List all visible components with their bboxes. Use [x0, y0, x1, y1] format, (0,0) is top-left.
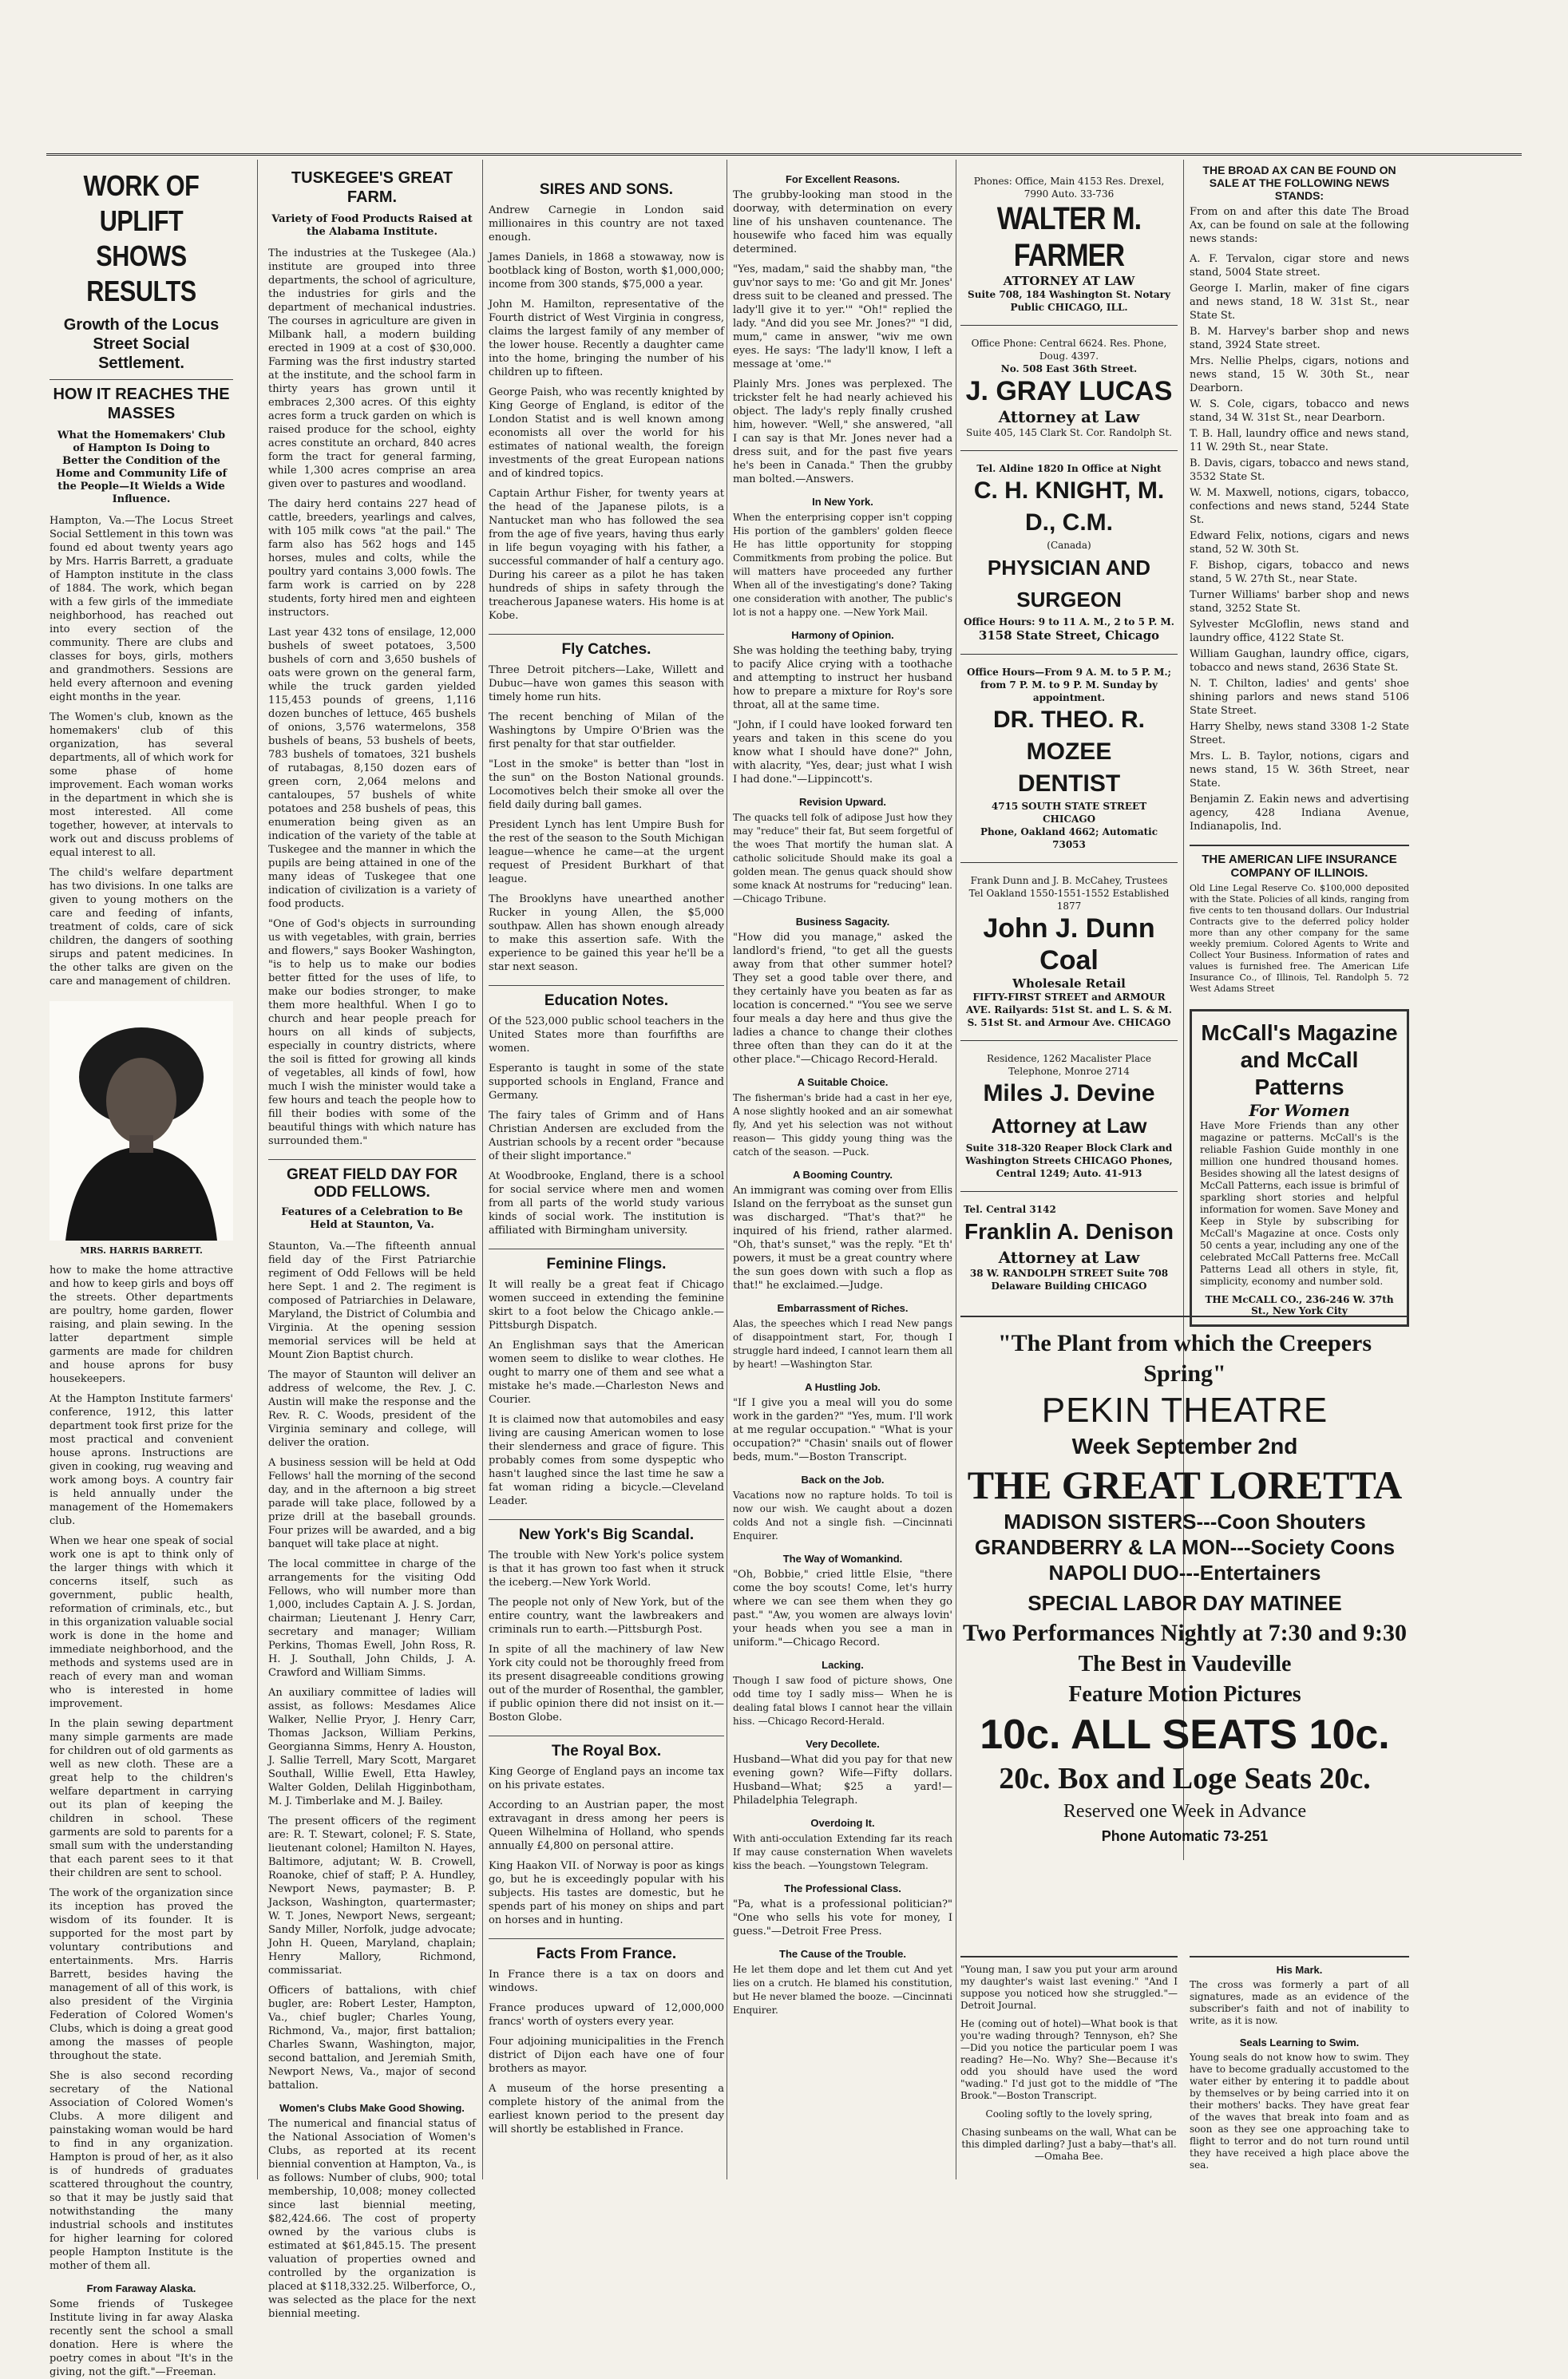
article-title: A Suitable Choice.: [797, 1076, 889, 1088]
paragraph: She is also second recording secretary of the National Association of Colored Women's Clubs. A more diligent and painstaking woman would be hard to find in any organization. Hampton is proud of her, as it also is of hundreds of graduates scattered throughout the country, so that it may be justly said that notwithstanding the many industrial schools and institutes for higher learning for colored people Hampton Institute is the mother of them all.: [49, 2070, 233, 2272]
list-item: A. F. Tervalon, cigar store and news stand, 5004 State street.: [1190, 253, 1409, 279]
article-title: Revision Upward.: [798, 796, 887, 808]
paragraph: According to an Austrian paper, the most extravagant in dress among her peers is Queen Wilhelmina of Holland, who spends annually £4,800 on personal attire.: [489, 1799, 724, 1852]
paragraph: The cross was formerly a part of all signatures, made as an evidence of the subscriber's faith and not of inability to write, as it is now.: [1190, 1979, 1409, 2026]
paragraph: The dairy herd contains 227 head of cattle, breeders, yearlings and calves, with 105 milk cows "at the pail." The farm also has 562 hogs and 145 horses, mules and colts, while the poultry yard contains 3,000 fowls. The farm work is carried on by 228 students, forty hired men and eighteen instructors.: [268, 498, 476, 619]
pekin-name: PEKIN THEATRE: [1041, 1391, 1328, 1430]
headline-odd-fellows: GREAT FIELD DAY FOR ODD FELLOWS.: [268, 1159, 476, 1201]
article-title: Education Notes.: [489, 985, 724, 1010]
paragraph: When we hear one speak of social work one is apt to think only of the larger things with which it concerns itself, such as government, public health, reformation of criminals, etc., but in this organization valuable social work is done in the home and immediate neighborhood, and the methods and systems used are in reach of every man and woman who is interested in home improvement.: [49, 1535, 233, 1710]
list-item: Benjamin Z. Eakin news and advertising agency, 428 Indiana Avenue, Indianapolis, Ind.: [1190, 794, 1409, 833]
pekin-performances: Two Performances Nightly at 7:30 and 9:30: [962, 1620, 1408, 1646]
article-title: A Booming Country.: [793, 1169, 893, 1181]
article-title: In New York.: [812, 496, 873, 508]
bottom-fillers: [960, 1956, 1178, 2203]
paragraph: It is claimed now that automobiles and easy living are causing American women to lose their slenderness and grace of figure. This probably comes from some dyspeptic who hasn't laughed since the last time he saw a fat woman riding a bicycle.—Cleveland Leader.: [489, 1414, 724, 1507]
ad-address: Suite 708, 184 Washington St. Notary Public CHICAGO, ILL.: [968, 289, 1170, 313]
list-item: William Gaughan, laundry office, cigars, tobacco and news stand, 2636 State St.: [1190, 648, 1409, 674]
verse: Chasing sunbeams on the wall, What can be this dimpled darling? Just a baby—that's all. —Omaha Bee.: [961, 2127, 1177, 2162]
column-rule: [482, 160, 483, 2179]
ad-title: Attorney at Law: [998, 407, 1140, 426]
ad-name: DR. THEO. R. MOZEE: [992, 707, 1145, 765]
mccall-subtitle: For Women: [1249, 1101, 1350, 1120]
verse: He let them dope and let them cut And yet lies on a crutch. He blamed his constitution, but He never blamed the booze. —Cincinnati Enquirer.: [733, 1964, 952, 2016]
paragraph: Esperanto is taught in some of the state supported schools in England, France and Germany.: [489, 1063, 724, 1102]
paragraph: James Daniels, in 1868 a stowaway, now is bootblack king of Boston, worth $1,000,000; income from 300 stands, $75,000 a year.: [489, 251, 724, 291]
pekin-reserved: Reserved one Week in Advance: [1063, 1801, 1307, 1822]
list-item: Mrs. Nellie Phelps, cigars, notions and news stand, 15 W. 30th St., near Dearborn.: [1190, 355, 1409, 394]
article-title: Feminine Flings.: [489, 1249, 724, 1273]
pekin-act: MADISON SISTERS---Coon Shouters: [1004, 1510, 1366, 1534]
list-item: F. Bishop, cigars, tobacco and news stand, 5 W. 27th St., near State.: [1190, 560, 1409, 585]
paragraph: Hampton, Va.—The Locus Street Social Settlement in this town was found ed about twenty years ago by Mrs. Harris Barrett, a graduate of Hampton institute in the class of 1884. The work, which began with a few girls of the immediate neighborhood, has reached out into every section of the community. There are clubs and classes for boys, girls, mothers and grandmothers. Sessions are held every afternoon and evening eight months in the year.: [49, 515, 233, 703]
mccall-text: Have More Friends than any other magazine or patterns. McCall's is the reliable Fashion Guide monthly in one million one hundred thousand homes. Besides showing all the latest designs of McCall Patterns, each issue is brimful of sparkling short stories and helpful information for women. Save Money and Keep in Style by subscribing for McCall's Magazine at once. Costs only 50 cents a year, including any one of the celebrated McCall Patterns free. McCall Patterns Lead all others in style, fit, simplicity, economy and number sold.: [1200, 1120, 1399, 1287]
paragraph: "Yes, madam," said the shabby man, "the guv'nor says to me: 'Go and git Mr. Jones' dress suit to be cleaned and pressed. The lady'll give it to yer.'" "Oh!" replied the lady. "And did you see Mr. Jones?" "I did, mum," came in answer, "wiv me own eyes. He says: 'The lady'll know, I left a message at 'ome.'": [733, 263, 952, 370]
top-rule: [46, 153, 1522, 156]
verse: Vacations now no rapture holds. To toil is now our wish. We caught about a dozen colds And not a single fish. —Cincinnati Enquirer.: [733, 1490, 952, 1542]
verse: With anti-occulation Extending far its reach If may cause consternation When wavelets kiss the beach. —Youngstown Telegram.: [733, 1833, 952, 1871]
subhead-settlement: Growth of the Locus Street Social Settlement.: [63, 316, 220, 372]
ad-product: Coal: [1039, 945, 1099, 976]
ad-residence: Residence, 1262 Macalister Place Telephone, Monroe 2714: [987, 1053, 1151, 1077]
headline-tuskegee: TUSKEGEE'S GREAT FARM.: [291, 169, 453, 206]
article-title: Embarrassment of Riches.: [777, 1302, 909, 1314]
article-title: The Way of Womankind.: [782, 1553, 903, 1565]
paragraph: Young seals do not know how to swim. They have to become gradually accustomed to the water either by entering it to paddle about by themselves or by being carried into it on their mothers' backs. They have great fear of the waves that break into foam and as soon as they see one approaching take to flight to terror and do not turn round until they have received a high place above the sea.: [1190, 2052, 1409, 2171]
list-item: T. B. Hall, laundry office and news stand, 11 W. 29th St., near State.: [1190, 428, 1409, 453]
paragraph: Husband—What did you pay for that new evening gown? Wife—Fifty dollars. Husband—What; $25 a yard!—Philadelphia Telegraph.: [733, 1754, 952, 1807]
pekin-phone: Phone Automatic 73-251: [1101, 1828, 1269, 1844]
column-5-ads: [960, 164, 1178, 1313]
ad-name: Miles J. Devine: [983, 1080, 1155, 1106]
ad-gray-lucas: [960, 326, 1178, 451]
list-item: N. T. Chilton, ladies' and gents' shoe shining parlors and news stand 5106 State Street.: [1190, 678, 1409, 717]
paragraph: The work of the organization since its inception has proved the wisdom of its founder. It is supported for the most part by voluntary contributions and entertainments. Mrs. Harris Barrett, besides having the management of all of this work, is also president of the Virginia Federation of Colored Women's Clubs, which is doing a great good among the masses of people throughout the state.: [49, 1887, 233, 2062]
ad-title: DENTIST: [1017, 770, 1121, 797]
list-item: George I. Marlin, maker of fine cigars and news stand, 18 W. 31st St., near State St.: [1190, 283, 1409, 322]
paragraph: Staunton, Va.—The fifteenth annual field day of the First Patriarchie regiment of Odd Fellows will be held here Sept. 1 and 2. The regiment is composed of Patriarchies in Delaware, Maryland, the District of Columbia and Virginia. At the opening session memorial services will be held at Mount Zion Baptist church.: [268, 1241, 476, 1361]
ad-tel: Tel. Aldine 1820 In Office at Night: [976, 463, 1162, 474]
article-deck: Variety of Food Products Raised at the Alabama Institute.: [271, 213, 473, 238]
paragraph: At the Hampton Institute farmers' conference, 1912, this latter department took first prize for the most practical and convenient house aprons. Instructions are given in cooking, rug weaving and work among boys. A country fair is held annually under the management of the Homemakers club.: [49, 1393, 233, 1527]
paragraph: A business session will be held at Odd Fellows' hall the morning of the second day, and in the afternoon a big street parade will take place, followed by a prize drill at the baseball grounds. Four prizes will be awarded, and a big banquet will take place at night.: [268, 1457, 476, 1550]
list-item: Edward Felix, notions, cigars and news stand, 52 W. 30th St.: [1190, 530, 1409, 556]
verse: The quacks tell folk of adipose Just how they may "reduce" their fat, But seem forgetful of the woes That mortify the human slat. A catholic solicitude Should make its goal a golden mean. The genus quack should show some knack At nostrums for "reducing" lean. —Chicago Tribune.: [733, 812, 952, 904]
ad-name: J. GRAY LUCAS: [965, 376, 1173, 406]
ad-name: C. H. KNIGHT, M. D., C.M.: [973, 477, 1165, 536]
verse: When the enterprising copper isn't copping His portion of the gamblers' golden fleece He has little opportunity for stopping Commitkments from probing the police. But will matters have proceeded any further When all of the investigating's done? Taking one consideration with another, The public's lot is not a happy one. —New York Mail.: [733, 512, 952, 618]
pekin-act: NAPOLI DUO---Entertainers: [1048, 1561, 1321, 1585]
paragraph: President Lynch has lent Umpire Bush for the rest of the season to the South Michigan league—whence he came—at the urgent request of President Burkhart of that league.: [489, 819, 724, 885]
ad-phones: Office Phone: Central 6624. Res. Phone, Doug. 4397.: [971, 338, 1167, 362]
paragraph: In spite of all the machinery of law New York city could not be thoroughly freed from its present disagreeable conditions growing out of the murder of Rosenthal, the gambler, if public opinion there did not insist on it.—Boston Globe.: [489, 1644, 724, 1724]
paragraph: He (coming out of hotel)—What book is that you're wading through? Tennyson, eh? She—Did you notice the particular poem I was reading? He—No. Why? She—Because it's odd you should have used the word "wading." I'd just got to the middle of "The Brook."—Boston Transcript.: [960, 2018, 1178, 2101]
paragraph: The Women's club, known as the homemakers' club of this organization, has several departments, all of which work for some phase of home improvement. Each woman works in the department in which she is most interested. All come together, however, at intervals to work out and discuss problems of equal interest to all.: [49, 711, 233, 859]
paragraph: From on and after this date The Broad Ax, can be found on sale at the following news stands:: [1190, 206, 1409, 245]
ad-phones: Phones: Office, Main 4153 Res. Drexel, 7990 Auto. 33-736: [973, 176, 1165, 200]
paragraph: In France there is a tax on doors and windows.: [489, 1969, 724, 1994]
list-item: W. S. Cole, cigars, tobacco and news stand, 34 W. 31st St., near Dearborn.: [1190, 398, 1409, 424]
paragraph: George Paish, who was recently knighted by King George of England, is editor of the London Statist and is well known among economists all over the world for his estimates of national wealth, the foreign investments of the great European nations and of kindred topics.: [489, 386, 724, 480]
ad-knight: [960, 451, 1178, 655]
ad-mozee: [960, 655, 1178, 863]
ad-address: 4715 SOUTH STATE STREET CHICAGO: [991, 801, 1147, 825]
ad-name: Franklin A. Denison: [964, 1219, 1174, 1244]
article-title: His Mark.: [1276, 1964, 1323, 1976]
list-item: Mrs. L. B. Taylor, notions, cigars and news stand, 15 W. 36th Street, near State.: [1190, 750, 1409, 790]
ad-title: ATTORNEY AT LAW: [1003, 274, 1135, 288]
ad-dunn-coal: [960, 863, 1178, 1041]
ad-address: FIFTY-FIRST STREET and ARMOUR AVE. Railyards: 51st St. and L. S. & M. S. 51st St. and Armour Ave. CHICAGO: [966, 992, 1172, 1028]
article-deck: Features of a Celebration to Be Held at Staunton, Va.: [281, 1206, 463, 1231]
ad-address: 38 W. RANDOLPH STREET Suite 708 Delaware Building CHICAGO: [969, 1268, 1169, 1292]
article-title: The Cause of the Trouble.: [779, 1948, 906, 1960]
paragraph: The child's welfare department has two divisions. In one talks are given to young mothers on the care and feeding of infants, treatment of colds, care of sick children, the dangers of soothing sirups and patent medicines. In the other talks are given on the care and management of children.: [49, 867, 233, 988]
ad-denison: [960, 1192, 1178, 1304]
ad-address: Suite 318-320 Reaper Block Clark and Washington Streets CHICAGO Phones, Central 1249; Auto. 41-913: [965, 1142, 1173, 1179]
paragraph: "Young man, I saw you put your arm around my daughter's waist last evening." "And I suppose you noticed how she struggled."—Detroit Journal.: [960, 1964, 1178, 2011]
ad-devine: [960, 1041, 1178, 1192]
insurance-text: Old Line Legal Reserve Co. $100,000 deposited with the State. Policies of all kinds, ranging from five cents to ten thousand dollars. Our Industrial Contracts give to the deferred policy holder more than any other company for the same weekly premium. Colored Agents to Write and Collect Your Business. Information of rates and values is furnished free. The American Life Insurance Co., of Illinois, Tel. Randolph 5. 72 West Adams Street: [1190, 883, 1409, 994]
verse: The fisherman's bride had a cast in her eye, A nose slightly hooked and an air somewhat fly, And yet his selection was not without reason— This giddy young thing was the catch of the season. —Puck.: [733, 1092, 952, 1158]
paragraph: A museum of the horse presenting a complete history of the animal from the earliest known period to the present day will shortly be established in France.: [489, 2083, 724, 2136]
ad-hours: Office Hours: 9 to 11 A. M., 2 to 5 P. M.: [964, 616, 1174, 627]
ad-wholesale: Wholesale Retail: [1012, 976, 1126, 991]
paragraph: The fairy tales of Grimm and of Hans Christian Andersen are excluded from the Austrian schools by a recent order "because of their slight importance.": [489, 1110, 724, 1162]
pekin-matinee: SPECIAL LABOR DAY MATINEE: [1028, 1591, 1342, 1615]
paragraph: "Pa, what is a professional politician?" "One who sells his vote for money, I guess."—Detroit Free Press.: [733, 1898, 952, 1938]
paragraph: King George of England pays an income tax on his private estates.: [489, 1766, 724, 1791]
paragraph: Last year 432 tons of ensilage, 12,000 bushels of sweet potatoes, 3,500 bushels of corn and 3,650 bushels of oats were grown on the general farm, while the truck garden yielded 115,453 pounds of greens, 1,116 dozen bunches of lettuce, 465 bushels of onions, 3,576 watermelons, 358 bushels of beans, 53 bushels of beets, 783 bushels of tomatoes, 321 bushels of rutabagas, 8,150 dozen ears of green corn, 2,064 melons and cantaloupes, 57 bushels of white potatoes and 258 bushels of peas, this enumeration being given as an indication of the variety of the table at Tuskegee and the manner in which the pupils are being attained in one of the many ideas of Tuskegee that one indication of civilization is a variety of food products.: [268, 627, 476, 910]
paragraph: "Lost in the smoke" is better than "lost in the sun" on the Boston National grounds. Locomotives belch their smoke all over the field daily during ball games.: [489, 758, 724, 811]
article-title: Back on the Job.: [801, 1474, 885, 1486]
column-2: [268, 164, 476, 2320]
paragraph: how to make the home attractive and how to keep girls and boys off the streets. Other departments are poultry, home garden, flower raising, and plain sewing. In the latter department simple garments are made for children and house aprons for busy housekeepers.: [49, 1265, 233, 1385]
pekin-week: Week September 2nd: [1071, 1434, 1298, 1459]
list-item: Turner Williams' barber shop and news stand, 3252 State St.: [1190, 589, 1409, 615]
list-item: B. M. Harvey's barber shop and news stand, 3924 State street.: [1190, 326, 1409, 351]
paragraph: The mayor of Staunton will deliver an address of welcome, the Rev. J. C. Austin will make the response and the Rev. R. C. Woods, president of the Virginia seminary and college, will deliver the oration.: [268, 1369, 476, 1449]
list-item: Sylvester McGloflin, news stand and laundry office, 4122 State St.: [1190, 619, 1409, 644]
paragraph: It will really be a great feat if Chicago women succeed in extending the feminine skirt to a foot below the Chicago ankle.—Pittsburgh Dispatch.: [489, 1279, 724, 1332]
paragraph: Andrew Carnegie in London said millionaires in this country are not taxed enough.: [489, 204, 724, 243]
ad-tel: Tel. Central 3142: [964, 1204, 1056, 1215]
pekin-price-all-seats: 10c. ALL SEATS 10c.: [980, 1712, 1390, 1758]
paragraph: The numerical and financial status of the National Association of Women's Clubs, as reported at its recent biennial convention at Hampton, Va., is as follows: Number of clubs, 900; total membership, 10,008; money collected since last biennial meeting, $82,424.66. The cost of property owned by the various clubs is estimated at $61,845.15. The present valuation of properties owned and controlled by the organization is placed at $118,332.25. Wilberforce, O., was selected as the place for the next biennial meeting.: [268, 2118, 476, 2320]
paragraph: "How did you manage," asked the landlord's friend, "to get all the guests away from that other summer hotel? They set a good table over there, and they certainly have you beaten as far as location is concerned." "You see we serve four meals a day here and thus give the ladies a chance to change their clothes three often than they can do it at the other place."—Chicago Record-Herald.: [733, 932, 952, 1066]
ad-trustees: Frank Dunn and J. B. McCahey, Trustees Tel Oakland 1550-1551-1552 Established 1877: [968, 875, 1170, 912]
paragraph: Some friends of Tuskegee Institute living in far away Alaska recently sent the school a small donation. Here is where the poetry comes in about "It's in the giving, not the gift."—Freeman.: [49, 2298, 233, 2378]
article-title: Harmony of Opinion.: [791, 629, 894, 641]
list-item: B. Davis, cigars, tobacco and news stand, 3532 State St.: [1190, 457, 1409, 483]
article-title: New York's Big Scandal.: [489, 1519, 724, 1544]
article-title: Business Sagacity.: [795, 916, 890, 928]
pekin-motion: Feature Motion Pictures: [1068, 1682, 1301, 1707]
pekin-vaudeville: The Best in Vaudeville: [1078, 1652, 1292, 1676]
pekin-theatre-ad: [960, 1316, 1409, 1847]
column-4: [733, 164, 952, 2207]
article-title: From Faraway Alaska.: [86, 2282, 196, 2294]
paragraph: The local committee in charge of the arrangements for the visiting Odd Fellows, who will number more than 1,000, includes Captain A. J. S. Jordan, chairman; Lieutenant J. Henry Carr, secretary and manager; William Perkins, Thomas Ewell, John Ross, R. H. J. Southall, John Childs, J. A. Crawford and William Simms.: [268, 1558, 476, 1679]
column-rule: [257, 160, 258, 2179]
verse: Cooling softly to the lovely spring,: [985, 2108, 1153, 2120]
mccall-address: THE McCALL CO., 236-246 W. 37th St., New York City: [1205, 1294, 1394, 1316]
portrait-photo: [49, 1001, 233, 1241]
paragraph: The trouble with New York's police system is that it has grown too fast when it struck the iceberg.—New York World.: [489, 1550, 724, 1589]
paragraph: The Brooklyns have unearthed another Rucker in young Allen, the $5,000 southpaw. Allen has shown enough already to make this assertion safe. With the experience to be gained this year he'll be a star next season.: [489, 893, 724, 973]
verse: Though I saw food of picture shows, One odd time toy I sadly miss— When he is dealing fatal blows I cannot hear the villain hiss. —Chicago Record-Herald.: [733, 1675, 952, 1727]
column-1: [49, 164, 233, 2378]
article-title: Seals Learning to Swim.: [1239, 2037, 1360, 2048]
column-3: [489, 164, 724, 2207]
article-title: Women's Clubs Make Good Showing.: [279, 2102, 465, 2114]
paragraph: An auxiliary committee of ladies will assist, as follows: Mesdames Alice Walker, Nellie Pryor, J. Henry Carr, Thomas Jackson, William Perkins, Georgianna Simms, Henry A. Houston, J. Sallie Terrell, Mary Scott, Margaret Southall, Willie Ewell, Etta Hawley, Walter Golden, Delilah Higginbotham, M. J. Timberlake and M. J. Bailey.: [268, 1687, 476, 1807]
paragraph: Of the 523,000 public school teachers in the United States more than fourfifths are women.: [489, 1015, 724, 1055]
paragraph: John M. Hamilton, representative of the Fourth district of West Virginia in congress, claims the largest family of any member of the lower house. Recently a daughter came into the home, bringing the number of his children up to fifteen.: [489, 299, 724, 378]
paragraph: The recent benching of Milan of the Washingtons by Umpire O'Brien was the first penalty for that star outfielder.: [489, 711, 724, 750]
headline-uplift: WORK OF UPLIFT SHOWS RESULTS: [83, 169, 200, 307]
article-title: SIRES AND SONS.: [539, 181, 674, 198]
paragraph: Officers of battalions, with chief bugler, are: Robert Lester, Hampton, Va., chief bugler; Charles Young, Richmond, Va., major, first battalion; Charles Swann, Washington, major, second battalion, and Jeremiah Smith, Newport News, Va., major of second battalion.: [268, 1985, 476, 2092]
paragraph: She was holding the teething baby, trying to pacify Alice crying with a toothache and attempting to instruct her husband how to prepare a mixture for Roy's sore throat, all at the same time.: [733, 645, 952, 711]
pekin-price-box-seats: 20c. Box and Loge Seats 20c.: [999, 1762, 1371, 1795]
pekin-headliner: THE GREAT LORETTA: [967, 1463, 1403, 1507]
article-title: Lacking.: [822, 1659, 864, 1671]
ad-title: PHYSICIAN AND SURGEON: [987, 556, 1151, 612]
paragraph: In the plain sewing department many simple garments are made for children out of old garments as well as new cloth. These are a great help to the children's welfare department in carrying out its plan of keeping the children in school. These garments are sold to parents for a small sum with the understanding that each parent sees to it that their children are sent to school.: [49, 1718, 233, 1879]
paragraph: Captain Arthur Fisher, for twenty years at the head of the Japanese pilots, is a Nantucket man who has followed the sea from the age of five years, having thus early in life begun voyaging with his father, a successful commander of half a century ago. During his career as a pilot he has taken hundreds of ships in safety through the treacherous Japanese waters. His home is at Kobe.: [489, 488, 724, 622]
paragraph: The people not only of New York, but of the entire country, want the lawbreakers and criminals run to earth.—Pittsburgh Post.: [489, 1597, 724, 1636]
insurance-title: THE AMERICAN LIFE INSURANCE COMPANY OF ILLINOIS.: [1202, 853, 1397, 880]
ad-address: 3158 State Street, Chicago: [978, 628, 1160, 643]
article-title: For Excellent Reasons.: [785, 173, 901, 185]
paragraph: Four adjoining municipalities in the French district of Dijon each have one of four brothers as mayor.: [489, 2036, 724, 2075]
article-title: Facts From France.: [489, 1938, 724, 1963]
mccall-title: McCall's Magazine and McCall Patterns: [1201, 1020, 1398, 1099]
pekin-act: GRANDBERRY & LA MON---Society Coons: [974, 1535, 1396, 1559]
article-title: The Professional Class.: [784, 1882, 901, 1894]
subhead-masses: HOW IT REACHES THE MASSES: [49, 379, 233, 423]
list-item: W. M. Maxwell, notions, cigars, tobacco, confections and news stand, 5244 State St.: [1190, 487, 1409, 526]
paragraph: The grubby-looking man stood in the doorway, with determination on every line of his unshaven countenance. The housewife who faced him was equally determined.: [733, 189, 952, 255]
ad-name: WALTER M. FARMER: [996, 201, 1142, 273]
ad-name: John J. Dunn: [983, 913, 1155, 944]
paragraph: The present officers of the regiment are: R. T. Stewart, colonel; F. S. State, lieutenant colonel; Hamilton N. Hayes, Baltimore, adjutant; W. B. Crowell, Roanoke, chief of staff; P. A. Hundley, Newport News, paymaster; B. P. Jackson, Washington, quartermaster; W. T. Jones, Newport News, sergeant; Sandy Miller, Norfolk, judge advocate; John H. Queen, Maryland, chaplain; Henry Mallory, Richmond, commissariat.: [268, 1815, 476, 1977]
paragraph: An Englishman says that the American women seem to dislike to wear clothes. He ought to marry one of them and see what a mistake he's made.—Charleston News and Courier.: [489, 1340, 724, 1406]
article-deck: What the Homemakers' Club of Hampton Is Doing to Better the Condition of the Home and Community Life of the People—It Wields a Wide Influence.: [55, 429, 228, 505]
insurance-ad: [1190, 845, 1409, 995]
article-title: Overdoing It.: [810, 1817, 875, 1829]
paragraph: King Haakon VII. of Norway is poor as kings go, but he is exceedingly popular with his subjects. His tastes are domestic, but he spends part of his money on ships and part on horses and in hunting.: [489, 1860, 724, 1926]
article-title: A Hustling Job.: [805, 1381, 881, 1393]
newsstand-list: [1190, 252, 1409, 833]
ad-walter-farmer: [960, 164, 1178, 326]
article-title: The Royal Box.: [489, 1736, 724, 1760]
paragraph: "If I give you a meal will you do some work in the garden?" "Yes, mum. I'll work at me regular occupation." "What is your occupation?" "Chasin' snails out of flower beds, mum."—Boston Transcript.: [733, 1397, 952, 1463]
paragraph: France produces upward of 12,000,000 francs' worth of oysters every year.: [489, 2002, 724, 2028]
paragraph: "One of God's objects in surrounding us with vegetables, with grain, berries and flowers," says Booker Washington, "is to help us to make our bodies better fitted for the uses of life, to make our bodies stronger, to make them more healthful. When I go to church and hear people preach for hours on all kinds of subjects, especially in country districts, where the soil is fitted for growing all kinds of vegetables, all kinds of fowl, how much I wish the minister would take a few hours and teach the people how to fill their bodies with some of the beautiful things with which nature has surrounded them.": [268, 918, 476, 1147]
paragraph: An immigrant was coming over from Ellis Island on the ferryboat as the sunset gun was discharged. "That's that?" he inquired of his friend, rather alarmed. "Oh, that's sunset," was the reply. "Et th' powers, it must be a great country where the sun goes down with such a flop as that!" he exclaimed.—Judge.: [733, 1185, 952, 1292]
ad-phones: Phone, Oakland 4662; Automatic 73053: [980, 826, 1158, 850]
mccall-ad: [1190, 1009, 1409, 1327]
paragraph: "Oh, Bobbie," cried little Elsie, "there come the boy scouts! Come, let's hurry where we can see them when they go past." "Aw, you women are always lovin' your heads when you see a man in uniform."—Chicago Record.: [733, 1569, 952, 1649]
paragraph: Plainly Mrs. Jones was perplexed. The trickster felt he had nearly achieved his object. The lady's reply finally crushed him, however. "Well," she answered, "all I can say is that Mr. Jones never had a dress suit, and for the past five years he's been in Canada." Then the grubby man bolted.—Answers.: [733, 378, 952, 485]
ad-address: Suite 405, 145 Clark St. Cor. Randolph St.: [966, 427, 1172, 438]
bottom-fillers-right: [1190, 1956, 1409, 2203]
ad-title: Attorney at Law: [998, 1248, 1140, 1267]
pekin-tagline: "The Plant from which the Creepers Spring": [998, 1330, 1372, 1387]
paragraph: The industries at the Tuskegee (Ala.) institute are grouped into three departments, the school of agriculture, the industries for girls and the department of mechanical industries. The courses in agriculture are given in Milbank hall, a modern building erected in 1909 at a cost of $30,000. Farming was the first industry started at the institute, and the school farm in thirty years has grown until it embraces 2,300 acres. Of this eighty acres form a truck garden on which is raised produce for the school, eighty acres constitute an orchard, 840 acres form the tract for general farming, while 1,300 acres comprise an area given over to pastures and woodland.: [268, 247, 476, 490]
ad-hours: Office Hours—From 9 A. M. to 5 P. M.; from 7 P. M. to 9 P. M. Sunday by appointment.: [966, 667, 1171, 703]
ad-street: No. 508 East 36th Street.: [1000, 363, 1138, 374]
verse: Alas, the speeches which I read New pangs of disappointment start, For, though I struggle hard indeed, I cannot learn them all by heart! —Washington Star.: [733, 1318, 952, 1370]
paragraph: At Woodbrooke, England, there is a school for social service where men and women from all parts of the world study various kinds of social work. The institution is affiliated with Birmingham university.: [489, 1170, 724, 1237]
ad-canada: (Canada): [1047, 540, 1091, 551]
photo-caption: MRS. HARRIS BARRETT.: [80, 1245, 203, 1256]
list-item: Harry Shelby, news stand 3308 1-2 State Street.: [1190, 721, 1409, 746]
paragraph: Three Detroit pitchers—Lake, Willett and Dubuc—have won games this season with timely home run hits.: [489, 664, 724, 703]
newsstand-heading: THE BROAD AX CAN BE FOUND ON SALE AT THE FOLLOWING NEWS STANDS:: [1202, 164, 1396, 202]
article-title: Fly Catches.: [489, 634, 724, 659]
paragraph: "John, if I could have looked forward ten years and taken in this scene do you know what I should have done?" John, with alacrity, "Yes, dear; just what I wish I had done."—Lippincott's.: [733, 719, 952, 786]
article-title: Very Decollete.: [806, 1738, 880, 1750]
ad-title: Attorney at Law: [991, 1114, 1147, 1138]
